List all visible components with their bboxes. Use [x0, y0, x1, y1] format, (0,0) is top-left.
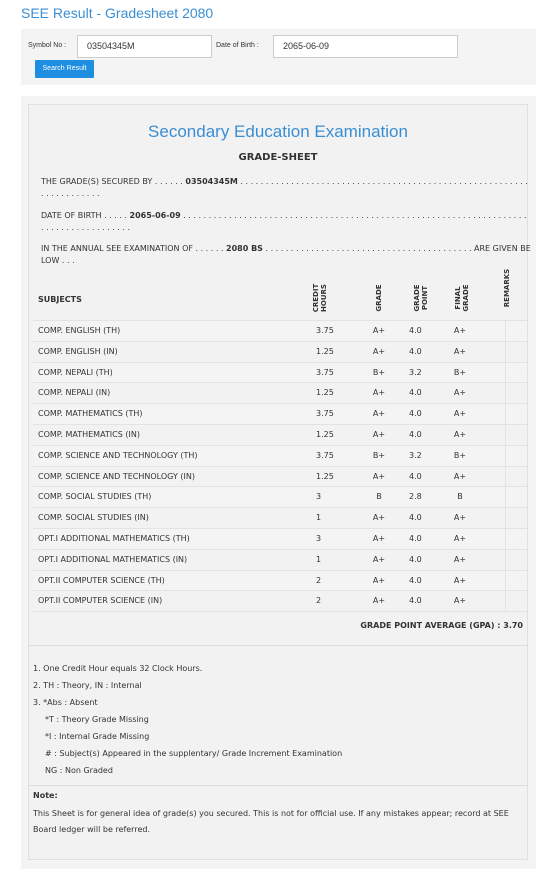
remarks-cell: [505, 425, 506, 445]
credit-cell: 1.25: [316, 388, 334, 398]
symbol-input[interactable]: 03504345M: [77, 35, 212, 58]
search-panel: [21, 29, 536, 85]
dob-value-text: 2065-06-09: [129, 211, 181, 220]
grade-point-cell: 4.0: [409, 346, 422, 356]
table-header: [33, 268, 527, 321]
table-row: [33, 529, 527, 550]
remarks-cell: [505, 571, 506, 591]
subject-cell: COMP. SOCIAL STUDIES (TH): [38, 492, 152, 502]
grade-point-cell: 4.0: [409, 533, 422, 543]
table-row: [33, 404, 527, 425]
note-item: # : Subject(s) Appeared in the supplentary/ Grade Increment Examination: [45, 749, 343, 758]
subject-cell: COMP. MATHEMATICS (IN): [38, 429, 140, 439]
credit-cell: 1.25: [316, 346, 334, 356]
subject-cell: OPT.II COMPUTER SCIENCE (TH): [38, 575, 165, 585]
subject-cell: OPT.I ADDITIONAL MATHEMATICS (IN): [38, 554, 188, 564]
grade-cell: A+: [372, 388, 386, 398]
remarks-cell: [505, 363, 506, 383]
table-row: [33, 550, 527, 571]
secured-by-line: [33, 176, 531, 200]
search-result-button[interactable]: Search Result: [35, 60, 94, 78]
final-grade-cell: A+: [453, 346, 467, 356]
exam-year-suffix: . . . . . . . . . . . . . . . . . . . . . . . . . . . . . . . . . . . . . . . . . ARE GIVEN BELOW . . .: [41, 244, 531, 265]
note-item: 1. One Credit Hour equals 32 Clock Hours.: [33, 664, 203, 673]
dob-label: Date of Birth :: [216, 42, 259, 49]
final-grade-cell: A+: [453, 575, 467, 585]
subject-cell: COMP. NEPALI (IN): [38, 388, 111, 398]
table-row: [33, 321, 527, 342]
grade-cell: A+: [372, 326, 386, 335]
note-item: *T : Theory Grade Missing: [45, 715, 149, 724]
table-row: [33, 591, 527, 612]
remarks-cell: [505, 508, 506, 528]
note-heading: Note:: [33, 791, 58, 800]
dob-line: [33, 210, 531, 234]
grade-point-cell: 4.0: [409, 596, 422, 606]
grade-cell: A+: [372, 471, 386, 481]
grade-cell: A+: [372, 409, 386, 419]
credit-cell: 1: [316, 513, 322, 523]
grade-cell: A+: [372, 513, 386, 523]
grade-cell: B: [376, 492, 382, 502]
table-body: [33, 321, 527, 612]
exam-year-value: 2080 BS: [226, 244, 263, 253]
grade-point-cell: 4.0: [409, 554, 422, 564]
table-row: [33, 487, 527, 508]
header-subjects: SUBJECTS: [38, 295, 82, 304]
remarks-cell: [505, 404, 506, 424]
credit-cell: 3.75: [316, 326, 334, 335]
final-grade-cell: A+: [453, 513, 467, 523]
grade-cell: B+: [372, 367, 386, 377]
table-row: [33, 363, 527, 384]
remarks-cell: [505, 321, 506, 341]
exam-title: Secondary Education Examination: [148, 122, 408, 141]
grade-cell: A+: [372, 429, 386, 439]
subject-cell: COMP. SCIENCE AND TECHNOLOGY (IN): [38, 471, 195, 481]
remarks-cell: [505, 342, 506, 362]
credit-cell: 3: [316, 533, 322, 543]
remarks-cell: [505, 487, 506, 507]
note-body: This Sheet is for general idea of grade(s) you secured. This is not for official use. If any mistakes appear; record at SEE Board ledger will be referred.: [33, 809, 509, 834]
exam-year-line: [33, 243, 531, 267]
grades-table: [33, 268, 527, 612]
note-item: 2. TH : Theory, IN : Internal: [33, 681, 142, 690]
subject-cell: COMP. NEPALI (TH): [38, 367, 113, 377]
table-row: [33, 508, 527, 529]
dob-suffix: . . . . . . . . . . . . . . . . . . . . . . . . . . . . . . . . . . . . . . . . . . . . . . . . . . . . . . . . . . . . . . . . . . . . . . . . . . . . . . . . . . . . . .: [41, 211, 527, 232]
table-row: [33, 342, 527, 363]
grade-cell: A+: [372, 575, 386, 585]
subject-cell: COMP. SOCIAL STUDIES (IN): [38, 513, 149, 523]
subject-cell: OPT.I ADDITIONAL MATHEMATICS (TH): [38, 533, 190, 543]
grade-point-cell: 4.0: [409, 513, 422, 523]
gradesheet-title: GRADE-SHEET: [238, 152, 318, 163]
page-title: SEE Result - Gradesheet 2080: [21, 5, 214, 21]
final-grade-cell: A+: [453, 471, 467, 481]
table-row: [33, 383, 527, 404]
grade-cell: B+: [372, 450, 386, 460]
grade-cell: A+: [372, 554, 386, 564]
grade-point-cell: 4.0: [409, 388, 422, 398]
subject-cell: COMP. ENGLISH (TH): [38, 326, 121, 335]
note-item: *I : Internal Grade Missing: [45, 732, 150, 741]
grade-cell: A+: [372, 596, 386, 606]
secured-by-prefix: THE GRADE(S) SECURED BY . . . . . .: [41, 177, 183, 186]
header-grade-point: GRADE POINT: [413, 284, 429, 312]
header-credit-hours: CREDIT HOURS: [312, 283, 328, 313]
table-row: [33, 446, 527, 467]
exam-year-prefix: IN THE ANNUAL SEE EXAMINATION OF . . . . . .: [41, 244, 224, 253]
note-item: NG : Non Graded: [45, 766, 113, 775]
credit-cell: 3: [316, 492, 322, 502]
result-container: [21, 96, 536, 869]
grade-cell: A+: [372, 533, 386, 543]
header-remarks: REMARKS: [503, 268, 511, 308]
final-grade-cell: B+: [453, 367, 467, 377]
final-grade-cell: A+: [453, 388, 467, 398]
remarks-cell: [505, 550, 506, 570]
credit-cell: 2: [316, 575, 322, 585]
subject-cell: OPT.II COMPUTER SCIENCE (IN): [38, 596, 163, 606]
note-divider: [29, 785, 527, 786]
final-grade-cell: A+: [453, 596, 467, 606]
grade-point-cell: 4.0: [409, 326, 422, 335]
header-final-grade: FINAL GRADE: [454, 284, 470, 312]
grade-point-cell: 3.2: [409, 450, 422, 460]
remarks-cell: [505, 529, 506, 549]
final-grade-cell: A+: [453, 533, 467, 543]
subject-cell: COMP. SCIENCE AND TECHNOLOGY (TH): [38, 450, 198, 460]
grade-point-cell: 2.8: [409, 492, 422, 502]
credit-cell: 3.75: [316, 409, 334, 419]
dob-input[interactable]: 2065-06-09: [273, 35, 458, 58]
grade-point-cell: 4.0: [409, 429, 422, 439]
table-row: [33, 425, 527, 446]
credit-cell: 1: [316, 554, 322, 564]
dob-prefix: DATE OF BIRTH . . . . .: [41, 211, 127, 220]
grade-sheet: [28, 104, 531, 860]
grade-point-cell: 4.0: [409, 409, 422, 419]
table-row: [33, 571, 527, 592]
header-grade: GRADE: [375, 284, 383, 312]
notes-list: [33, 660, 342, 779]
secured-by-suffix: . . . . . . . . . . . . . . . . . . . . . . . . . . . . . . . . . . . . . . . . . . . . . . . . . . . . . . . . . . . . . . . . . . . . .: [41, 177, 528, 198]
remarks-cell: [505, 591, 506, 611]
final-grade-cell: A+: [453, 554, 467, 564]
grade-point-cell: 4.0: [409, 575, 422, 585]
table-row: [33, 467, 527, 488]
grade-cell: A+: [372, 346, 386, 356]
final-grade-cell: A+: [453, 429, 467, 439]
credit-cell: 3.75: [316, 450, 334, 460]
symbol-label: Symbol No :: [28, 42, 67, 49]
gpa-summary: GRADE POINT AVERAGE (GPA) : 3.70: [360, 621, 523, 630]
notes-divider: [29, 645, 527, 646]
credit-cell: 1.25: [316, 429, 334, 439]
symbol-value-text: 03504345M: [185, 177, 238, 186]
remarks-cell: [505, 383, 506, 403]
note-item: 3. *Abs : Absent: [33, 698, 98, 707]
credit-cell: 3.75: [316, 367, 334, 377]
final-grade-cell: B+: [453, 450, 467, 460]
credit-cell: 2: [316, 596, 322, 606]
final-grade-cell: A+: [453, 409, 467, 419]
final-grade-cell: B: [457, 492, 463, 502]
final-grade-cell: A+: [453, 326, 467, 335]
remarks-cell: [505, 446, 506, 466]
subject-cell: COMP. MATHEMATICS (TH): [38, 409, 143, 419]
subject-cell: COMP. ENGLISH (IN): [38, 346, 118, 356]
grade-point-cell: 4.0: [409, 471, 422, 481]
credit-cell: 1.25: [316, 471, 334, 481]
grade-point-cell: 3.2: [409, 367, 422, 377]
remarks-cell: [505, 467, 506, 487]
